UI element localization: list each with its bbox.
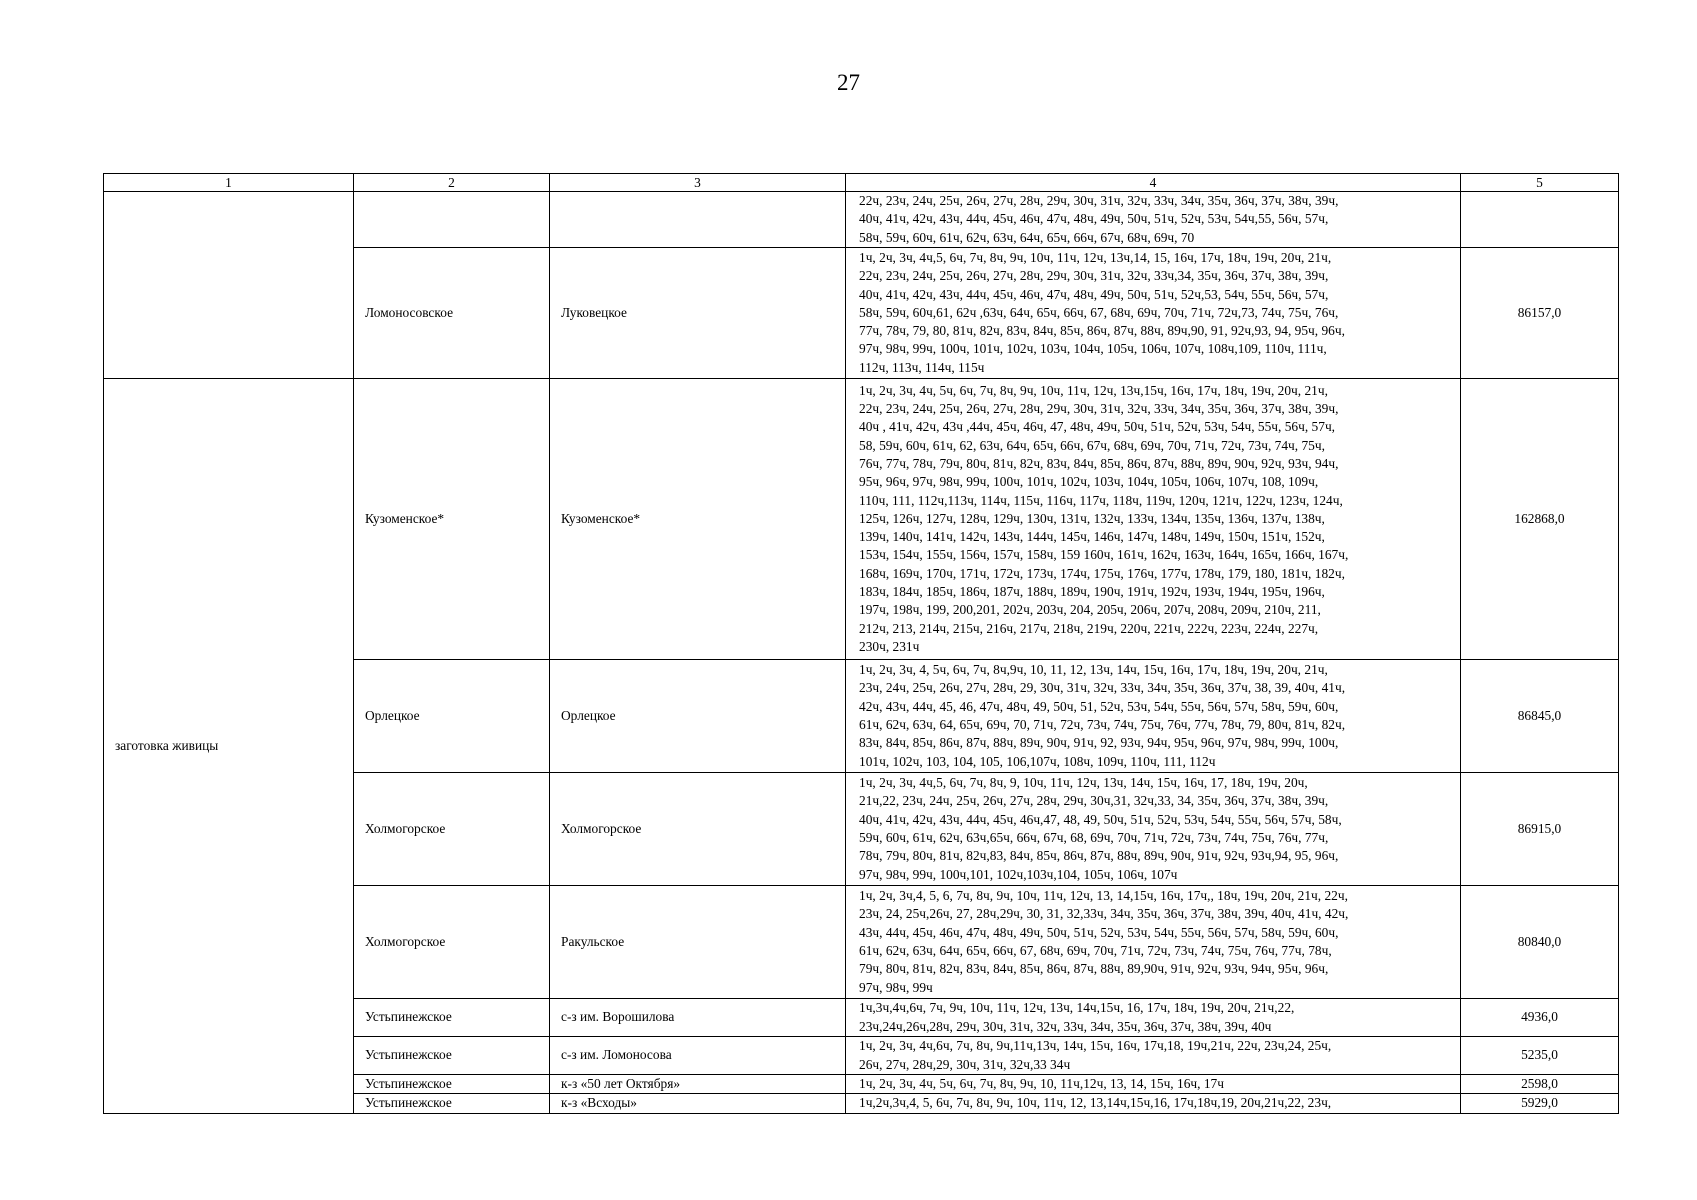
- forestry-cell: к-з «Всходы»: [550, 1094, 846, 1113]
- forestry-cell: с-з им. Ломоносова: [550, 1037, 846, 1075]
- district-cell: Кузоменское*: [354, 379, 550, 660]
- quarters-cell: 1ч,3ч,4ч,6ч, 7ч, 9ч, 10ч, 11ч, 12ч, 13ч, 14ч,15ч, 16, 17ч, 18ч, 19ч, 20ч, 21ч,22, 23ч,24ч,26ч,28ч, 29ч, 30ч, 31ч, 32ч, 33ч, 34ч, 35ч, 36ч, 37ч, 38ч, 39ч, 40ч: [846, 999, 1461, 1037]
- area-cell: 86915,0: [1461, 773, 1619, 886]
- forestry-cell: Холмогорское: [550, 773, 846, 886]
- forestry-cell: Кузоменское*: [550, 379, 846, 660]
- area-cell: 2598,0: [1461, 1075, 1619, 1094]
- district-cell: Устьпинежское: [354, 1037, 550, 1075]
- area-cell: 162868,0: [1461, 379, 1619, 660]
- quarters-cell: 1ч,2ч,3ч,4, 5, 6ч, 7ч, 8ч, 9ч, 10ч, 11ч, 12, 13,14ч,15ч,16, 17ч,18ч,19, 20ч,21ч,22, 23ч,: [846, 1094, 1461, 1113]
- header-cell: 1: [104, 174, 354, 192]
- quarters-cell: 1ч, 2ч, 3ч, 4ч, 5ч, 6ч, 7ч, 8ч, 9ч, 10ч, 11ч, 12ч, 13ч,15ч, 16ч, 17ч, 18ч, 19ч, 20ч, 21ч, 22ч, 23ч, 24ч, 25ч, 26ч, 27ч, 28ч, 29ч, 30ч, 31ч, 32ч, 33ч, 34ч, 35ч, 36ч, 37ч, 38ч, 39ч, 40ч , 41ч, 42ч, 43ч ,44ч, 45ч, 46ч, 47, 48ч, 49ч, 50ч, 51ч, 52ч, 53ч, 54ч, 55ч, 56ч, 57ч, 58, 59ч, 60ч, 61ч, 62, 63ч, 64ч, 65ч, 66ч, 67ч, 68ч, 69ч, 70ч, 71ч, 72ч, 73ч, 74ч, 75ч, 76ч, 77ч, 78ч, 79ч, 80ч, 81ч, 82ч, 83ч, 84ч, 85ч, 86ч, 87ч, 88ч, 89ч, 90ч, 92ч, 93ч, 94ч, 95ч, 96ч, 97ч, 98ч, 99ч, 100ч, 101ч, 102ч, 103ч, 104ч, 105ч, 106ч, 107ч, 108, 109ч, 110ч, 111, 112ч,113ч, 114ч, 115ч, 116ч, 117ч, 118ч, 119ч, 120ч, 121ч, 122ч, 123ч, 124ч, 125ч, 126ч, 127ч, 128ч, 129ч, 130ч, 131ч, 132ч, 133ч, 134ч, 135ч, 136ч, 137ч, 138ч, 139ч, 140ч, 141ч, 142ч, 143ч, 144ч, 145ч, 146ч, 147ч, 148ч, 149ч, 150ч, 151ч, 152ч, 153ч, 154ч, 155ч, 156ч, 157ч, 158ч, 159 160ч, 161ч, 162ч, 163ч, 164ч, 165ч, 166ч, 167ч, 168ч, 169ч, 170ч, 171ч, 172ч, 173ч, 174ч, 175ч, 176ч, 177ч, 178ч, 179, 180, 181ч, 182ч, 183ч, 184ч, 185ч, 186ч, 187ч, 188ч, 189ч, 190ч, 191ч, 192ч, 193ч, 194ч, 195ч, 196ч, 197ч, 198ч, 199, 200,201, 202ч, 203ч, 204, 205ч, 206ч, 207ч, 208ч, 209ч, 210ч, 211, 212ч, 213, 214ч, 215ч, 216ч, 217ч, 218ч, 219ч, 220ч, 221ч, 222ч, 223ч, 224ч, 227ч, 230ч, 231ч: [846, 379, 1461, 660]
- forestry-cell: с-з им. Ворошилова: [550, 999, 846, 1037]
- header-cell: 3: [550, 174, 846, 192]
- quarters-cell: 1ч, 2ч, 3ч, 4, 5ч, 6ч, 7ч, 8ч,9ч, 10, 11, 12, 13ч, 14ч, 15ч, 16ч, 17ч, 18ч, 19ч, 20ч, 21ч, 23ч, 24ч, 25ч, 26ч, 27ч, 28ч, 29, 30ч, 31ч, 32ч, 33ч, 34ч, 35ч, 36ч, 37ч, 38, 39, 40ч, 41ч, 42ч, 43ч, 44ч, 45, 46, 47ч, 48ч, 49, 50ч, 51, 52ч, 53ч, 54ч, 55ч, 56ч, 57ч, 58ч, 59ч, 60ч, 61ч, 62ч, 63ч, 64, 65ч, 69ч, 70, 71ч, 72ч, 73ч, 74ч, 75ч, 76ч, 77ч, 78ч, 79, 80ч, 81ч, 82ч, 83ч, 84ч, 85ч, 86ч, 87ч, 88ч, 89ч, 90ч, 91ч, 92, 93ч, 94ч, 95ч, 96ч, 97ч, 98ч, 99ч, 100ч, 101ч, 102ч, 103, 104, 105, 106,107ч, 108ч, 109ч, 110ч, 111, 112ч: [846, 660, 1461, 773]
- forestry-cell: [550, 192, 846, 248]
- area-cell: 86157,0: [1461, 248, 1619, 379]
- quarters-cell: 1ч, 2ч, 3ч, 4ч,5, 6ч, 7ч, 8ч, 9, 10ч, 11ч, 12ч, 13ч, 14ч, 15ч, 16ч, 17, 18ч, 19ч, 20ч, 21ч,22, 23ч, 24ч, 25ч, 26ч, 27ч, 28ч, 29ч, 30ч,31, 32ч,33, 34, 35ч, 36ч, 37ч, 38ч, 39ч, 40ч, 41ч, 42ч, 43ч, 44ч, 45ч, 46ч,47, 48, 49, 50ч, 51ч, 52ч, 53ч, 54ч, 55ч, 56ч, 57ч, 58ч, 59ч, 60ч, 61ч, 62ч, 63ч,65ч, 66ч, 67ч, 68, 69ч, 70ч, 71ч, 72ч, 73ч, 74ч, 75ч, 76ч, 77ч, 78ч, 79ч, 80ч, 81ч, 82ч,83, 84ч, 85ч, 86ч, 87ч, 88ч, 89ч, 90ч, 91ч, 92ч, 93ч,94, 95, 96ч, 97ч, 98ч, 99ч, 100ч,101, 102ч,103ч,104, 105ч, 106ч, 107ч: [846, 773, 1461, 886]
- forestry-cell: Луковецкое: [550, 248, 846, 379]
- quarters-cell: 1ч, 2ч, 3ч, 4ч,6ч, 7ч, 8ч, 9ч,11ч,13ч, 14ч, 15ч, 16ч, 17ч,18, 19ч,21ч, 22ч, 23ч,24, 25ч, 26ч, 27ч, 28ч,29, 30ч, 31ч, 32ч,33 34ч: [846, 1037, 1461, 1075]
- area-cell: 4936,0: [1461, 999, 1619, 1037]
- header-cell: 5: [1461, 174, 1619, 192]
- forestry-cell: Ракульское: [550, 886, 846, 999]
- table-row: [104, 192, 1619, 248]
- area-cell: 5235,0: [1461, 1037, 1619, 1075]
- allocation-table: [103, 173, 1619, 1114]
- district-cell: Холмогорское: [354, 886, 550, 999]
- district-cell: Орлецкое: [354, 660, 550, 773]
- district-cell: Устьпинежское: [354, 1094, 550, 1113]
- district-cell: Ломоносовское: [354, 248, 550, 379]
- activity-cell: заготовка живицы: [104, 379, 354, 1114]
- page-number: 27: [837, 70, 860, 95]
- area-cell: [1461, 192, 1619, 248]
- district-cell: Холмогорское: [354, 773, 550, 886]
- area-cell: 5929,0: [1461, 1094, 1619, 1113]
- table-row: [104, 379, 1619, 660]
- forestry-cell: Орлецкое: [550, 660, 846, 773]
- forestry-cell: к-з «50 лет Октября»: [550, 1075, 846, 1094]
- district-cell: Устьпинежское: [354, 1075, 550, 1094]
- quarters-cell: 1ч, 2ч, 3ч, 4ч,5, 6ч, 7ч, 8ч, 9ч, 10ч, 11ч, 12ч, 13ч,14, 15, 16ч, 17ч, 18ч, 19ч, 20ч, 21ч, 22ч, 23ч, 24ч, 25ч, 26ч, 27ч, 28ч, 29ч, 30ч, 31ч, 32ч, 33ч,34, 35ч, 36ч, 37ч, 38ч, 39ч, 40ч, 41ч, 42ч, 43ч, 44ч, 45ч, 46ч, 47ч, 48ч, 49ч, 50ч, 51ч, 52ч,53, 54ч, 55ч, 56ч, 57ч, 58ч, 59ч, 60ч,61, 62ч ,63ч, 64ч, 65ч, 66ч, 67, 68ч, 69ч, 70ч, 71ч, 72ч,73, 74ч, 75ч, 76ч, 77ч, 78ч, 79, 80, 81ч, 82ч, 83ч, 84ч, 85ч, 86ч, 87ч, 88ч, 89ч,90, 91, 92ч,93, 94, 95ч, 96ч, 97ч, 98ч, 99ч, 100ч, 101ч, 102ч, 103ч, 104ч, 105ч, 106ч, 107ч, 108ч,109, 110ч, 111ч, 112ч, 113ч, 114ч, 115ч: [846, 248, 1461, 379]
- district-cell: Устьпинежское: [354, 999, 550, 1037]
- header-cell: 2: [354, 174, 550, 192]
- activity-cell: [104, 192, 354, 379]
- table-header-row: [104, 174, 1619, 192]
- district-cell: [354, 192, 550, 248]
- quarters-cell: 1ч, 2ч, 3ч, 4ч, 5ч, 6ч, 7ч, 8ч, 9ч, 10, 11ч,12ч, 13, 14, 15ч, 16ч, 17ч: [846, 1075, 1461, 1094]
- header-cell: 4: [846, 174, 1461, 192]
- area-cell: 86845,0: [1461, 660, 1619, 773]
- quarters-cell: 22ч, 23ч, 24ч, 25ч, 26ч, 27ч, 28ч, 29ч, 30ч, 31ч, 32ч, 33ч, 34ч, 35ч, 36ч, 37ч, 38ч, 39ч, 40ч, 41ч, 42ч, 43ч, 44ч, 45ч, 46ч, 47ч, 48ч, 49ч, 50ч, 51ч, 52ч, 53ч, 54ч,55, 56ч, 57ч, 58ч, 59ч, 60ч, 61ч, 62ч, 63ч, 64ч, 65ч, 66ч, 67ч, 68ч, 69ч, 70: [846, 192, 1461, 248]
- quarters-cell: 1ч, 2ч, 3ч,4, 5, 6, 7ч, 8ч, 9ч, 10ч, 11ч, 12ч, 13, 14,15ч, 16ч, 17ч,, 18ч, 19ч, 20ч, 21ч, 22ч, 23ч, 24, 25ч,26ч, 27, 28ч,29ч, 30, 31, 32,33ч, 34ч, 35ч, 36ч, 37ч, 38ч, 39ч, 40ч, 41ч, 42ч, 43ч, 44ч, 45ч, 46ч, 47ч, 48ч, 49ч, 50ч, 51ч, 52ч, 53ч, 54ч, 55ч, 56ч, 57ч, 58ч, 59ч, 60ч, 61ч, 62ч, 63ч, 64ч, 65ч, 66ч, 67, 68ч, 69ч, 70ч, 71ч, 72ч, 73ч, 74ч, 75ч, 76ч, 77ч, 78ч, 79ч, 80ч, 81ч, 82ч, 83ч, 84ч, 85ч, 86ч, 87ч, 88ч, 89,90ч, 91ч, 92ч, 93ч, 94ч, 95ч, 96ч, 97ч, 98ч, 99ч: [846, 886, 1461, 999]
- area-cell: 80840,0: [1461, 886, 1619, 999]
